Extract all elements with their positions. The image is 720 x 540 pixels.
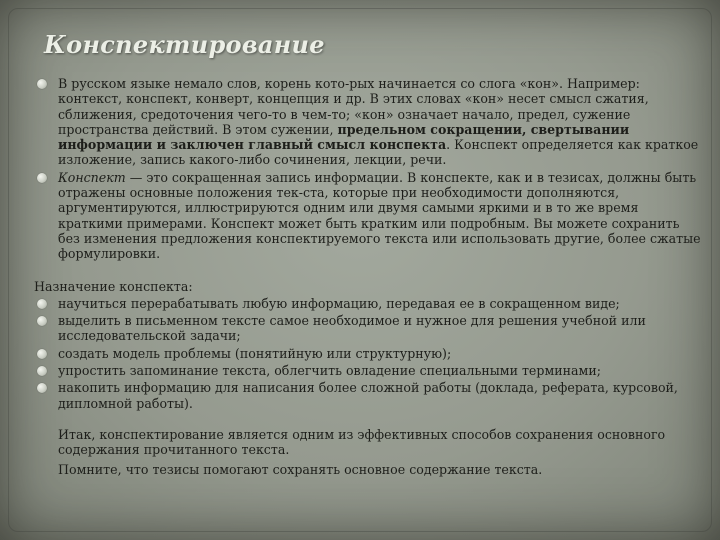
bullet-icon [37,316,47,326]
purpose-item-text: упростить запоминание текста, облегчить овладение специальными терминами; [58,363,601,379]
intro-p2-text: — это сокращенная запись информации. В конспекте, как и в тезисах, должны быть отражены основные положения тек-ста, которые при необходимости дополняются, аргументируются, иллюстрируются одним или двумя самыми яркими и в то же время краткими примерами. Конспект может быть кратким или подробным. Вы можете сохранить без изменения предложения конспектируемого текста или использовать другие, более сжатые формулировки. [58,169,701,262]
slide-content [34,76,702,481]
bullet-icon [37,299,47,309]
purpose-item-text: создать модель проблемы (понятийную или структурную); [58,345,452,361]
purpose-item-text: научиться перерабатывать любую информацию, передавая ее в сокращенном виде; [58,295,620,311]
bullet-icon [37,349,47,359]
purpose-heading: Назначение конспекта: [34,278,193,294]
purpose-item [34,313,702,344]
bullet-icon [37,366,47,376]
konspekt-term: Конспект [58,169,126,185]
intro-p1-text-a: В русском языке немало слов, корень кото-рых начинается со слога «кон». Например: контекст, конспект, конверт, концепция и др. В этих словах «кон» несет смысл сжатия, сближения, средоточения чего-то в чем-то; «кон» означает начало, предел, сужение пространства действий. В этом сужении, [58,76,649,137]
intro-paragraph-2 [34,170,702,262]
purpose-list [34,296,702,411]
bullet-icon [37,173,47,183]
conclusion [34,427,702,477]
conclusion-paragraph-1: Итак, конспектирование является одним из эффективных способов сохранения основного содержания прочитанного текста. [58,426,666,458]
purpose-item [34,380,702,411]
purpose-item [34,346,702,361]
purpose-item-text: накопить информацию для написания более сложной работы (доклада, реферата, курсовой, дипломной работы). [58,380,678,411]
intro-p1-text-c: . Конспект определяется как краткое изложение, запись какого-либо сочинения, лекции, речи. [58,137,699,168]
purpose-item-text: выделить в письменном тексте самое необходимое и нужное для решения учебной или исследовательской задачи; [58,313,646,344]
intro-p1-emphasis: предельном сокращении, свертывании информации и заключен главный смысл конспекта [58,121,630,153]
purpose-item [34,296,702,311]
intro-paragraph-1 [34,76,702,168]
intro-list [34,76,702,262]
slide-title: Конспектирование [44,30,325,59]
bullet-icon [37,383,47,393]
bullet-icon [37,79,47,89]
purpose-item [34,363,702,378]
conclusion-paragraph-2: Помните, что тезисы помогают сохранять основное содержание текста. [58,461,543,477]
